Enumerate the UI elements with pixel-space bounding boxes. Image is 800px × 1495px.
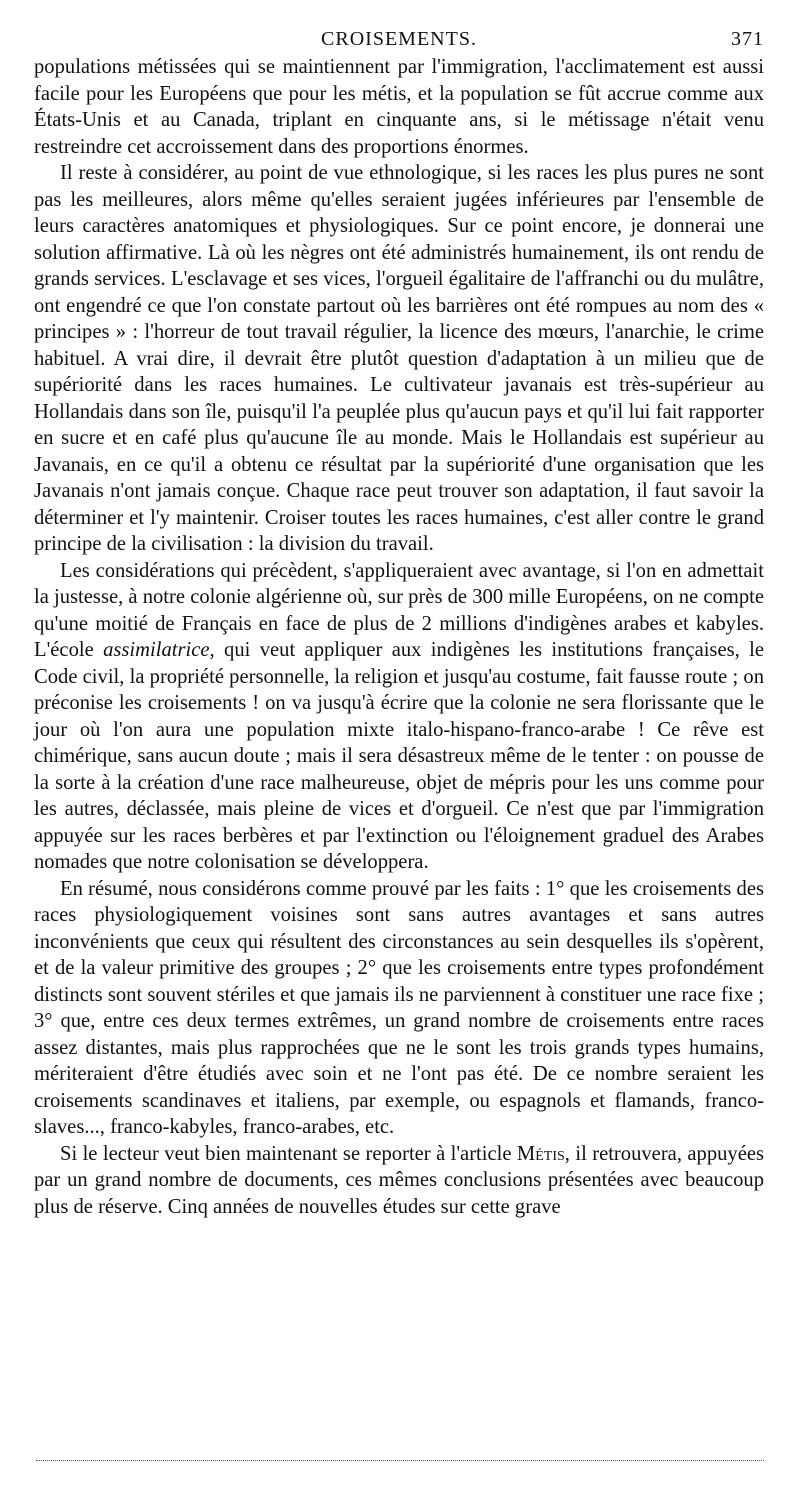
paragraph-5-part-1: Si le lecteur veut bien maintenant se reporter à l'article [60,1142,517,1165]
paragraph-3-part-2: , qui veut appliquer aux indigènes les institutions françaises, le Code civil, la propriété personnelle, la religion et jusqu'au costume, fait fausse route ; on préconise les croisements ! on va jusqu'à écrire que la colonie ne sera florissante que le jour où l'on aura une population mixte italo-hispano-franco-arabe ! Ce rêve est chimérique, sans aucun doute ; mais il sera désastreux même de le tenter : on pousse de la sorte à la création d'une race malheureuse, objet de mépris pour les uns comme pour les autres, déclassée, mais pleine de vices et d'orgueil. Ce n'est que par l'immigration appuyée sur les races berbères et par l'extinction ou l'éloignement graduel des Arabes nomades que notre colonisation se développera. [34,639,764,873]
body-text [34,54,764,1220]
paragraph-4: En résumé, nous considérons comme prouvé par les faits : 1° que les croisements des races physiologiquement voisines sont sans autres avantages et sans autres inconvénients que ceux qui résultent des circonstances au sein desquelles ils s'opèrent, et de la valeur primitive des groupes ; 2° que les croisements entre types profondément distincts sont souvent stériles et que jamais ils ne parviennent à constituer une race fixe ; 3° que, entre ces deux termes extrêmes, un grand nombre de croisements entre races assez distantes, mais plus rapprochées que ne le sont les trois grands types humains, mériteraient d'être étudiés avec soin et ne l'ont pas été. De ce nombre seraient les croisements scandinaves et italiens, par exemple, ou espagnols et flamands, franco-slaves..., franco-kabyles, franco-arabes, etc. [34,877,764,1138]
page-number: 371 [731,28,764,50]
small-caps-reference: Métis [516,1142,565,1165]
footnote-divider [36,1460,764,1461]
paragraph-2: Il reste à considérer, au point de vue ethnologique, si les races les plus pures ne sont pas les meilleures, alors même qu'elles seraient jugées inférieures par l'ensemble de leurs caractères anatomiques et physiologiques. Sur ce point encore, je donnerai une solution affirmative. Là où les nègres ont été administrés humainement, ils ont rendu de grands services. L'esclavage et ses vices, l'orgueil égalitaire de l'affranchi ou du mulâtre, ont engendré ce que l'on constate partout où les barrières ont été rompues au nom des « principes » : l'horreur de tout travail régulier, la licence des mœurs, l'anarchie, le crime habituel. A vrai dire, il devrait être plutôt question d'adaptation à un milieu que de supériorité dans les races humaines. Le cultivateur javanais est très-supérieur au Hollandais dans son île, puisqu'il l'a peuplée plus qu'aucun pays et qu'il lui fait rapporter en sucre et en café plus qu'aucune île au monde. Mais le Hollandais est supérieur au Javanais, en ce qu'il a obtenu ce résultat par la supériorité d'une organisation que les Javanais n'ont jamais conçue. Chaque race peut trouver son adaptation, il faut savoir la déterminer et l'y maintenir. Croiser toutes les races humaines, c'est aller contre le grand principe de la civilisation : la division du travail. [34,162,764,555]
paragraph-3-part-1: Les considérations qui précèdent, s'appliqueraient avec avantage, si l'on en admettait la justesse, à notre colonie algérienne où, sur près de 300 mille Européens, on ne compte qu'une moitié de Français en face de plus de 2 millions d'indigènes arabes et kabyles. L'école [34,559,764,661]
running-title: CROISEMENTS. [321,28,477,50]
italic-term: assimilatrice [103,639,210,661]
paragraph-1: populations métissées qui se maintiennent par l'immigration, l'acclimatement est aussi facile pour les Européens que pour les métis, et la population se fût accrue comme aux États-Unis et au Canada, triplant en cinquante ans, si le métissage n'était venu restreindre cet accroissement dans des proportions énormes. [34,56,764,158]
document-page [34,28,764,1220]
paragraph-3 [34,558,764,876]
running-header [34,28,764,54]
paragraph-5 [34,1141,764,1221]
paragraph-5-part-2: , il retrouvera, appuyées par un grand nombre de documents, ces mêmes conclusions présentées avec beaucoup plus de réserve. Cinq années de nouvelles études sur cette grave [34,1142,764,1218]
